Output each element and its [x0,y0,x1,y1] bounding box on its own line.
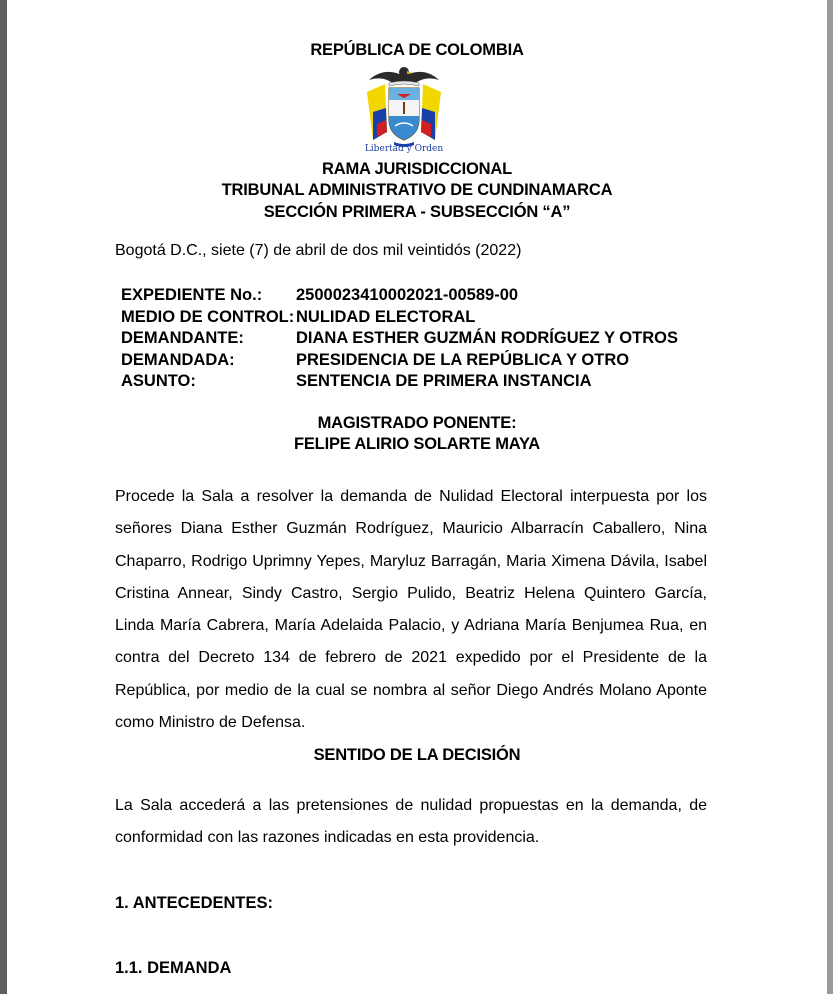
magistrate-title: MAGISTRADO PONENTE: [317,414,517,432]
case-info-row [121,328,678,350]
case-info-value: PRESIDENCIA DE LA REPÚBLICA Y OTRO [296,350,630,369]
case-info-key: MEDIO DE CONTROL: [121,307,295,326]
case-info-value: NULIDAD ELECTORAL [296,307,476,326]
case-info-row [121,371,678,393]
case-info-row [121,307,678,329]
case-info-key: DEMANDANTE: [121,329,244,347]
magistrate-name: FELIPE ALIRIO SOLARTE MAYA [294,435,540,453]
decision-paragraph: La Sala accederá a las pretensiones de nulidad propuestas en la demanda, de conformidad con las razones indicadas en esta providencia. [115,797,707,847]
document-date: Bogotá D.C., siete (7) de abril de dos mil veintidós (2022) [115,242,522,259]
case-info-key: ASUNTO: [121,372,196,390]
case-info-key: EXPEDIENTE No.: [121,286,263,304]
court-heading: TRIBUNAL ADMINISTRATIVO DE CUNDINAMARCA [221,181,613,199]
case-info-value: 2500023410002021-00589-00 [296,286,519,304]
case-info-row [121,285,678,307]
section-antecedentes-heading: 1. ANTECEDENTES: [115,894,273,912]
section-heading: SECCIÓN PRIMERA - SUBSECCIÓN “A” [263,203,571,221]
intro-paragraph: Procede la Sala a resolver la demanda de Nulidad Electoral interpuesta por los señores Diana Esther Guzmán Rodríguez, Mauricio Albarracín Caballero, Nina Chaparro, Rodrigo Uprimny Yepes, Maryluz Barragán, Maria Ximena Dávila, Isabel Cristina Annear, Sindy Castro, Sergio Pulido, Beatriz Helena Quintero García, Linda María Cabrera, María Adelaida Palacio, y Adriana María Benjumea Rua, en contra del Decreto 134 de febrero de 2021 expedido por el Presidente de la República, por medio de la cual se nombra al señor Diego Andrés Molano Aponte como Ministro de Defensa. [115,488,707,732]
section-demanda-heading: 1.1. DEMANDA [115,959,232,977]
case-info-value: SENTENCIA DE PRIMERA INSTANCIA [296,372,592,390]
case-info-key: DEMANDADA: [121,350,235,369]
emblem-motto: Libertad y Orden [364,144,444,154]
case-info-value: DIANA ESTHER GUZMÁN RODRÍGUEZ Y OTROS [296,329,678,347]
window-right-scrollbar[interactable] [827,0,833,994]
document-page [7,0,827,994]
window-left-border [0,0,7,994]
branch-heading: RAMA JURISDICCIONAL [322,160,512,178]
decision-heading: SENTIDO DE LA DECISIÓN [313,746,521,764]
case-info-block [121,285,678,393]
country-heading: REPÚBLICA DE COLOMBIA [310,41,524,59]
case-info-row [121,350,678,372]
